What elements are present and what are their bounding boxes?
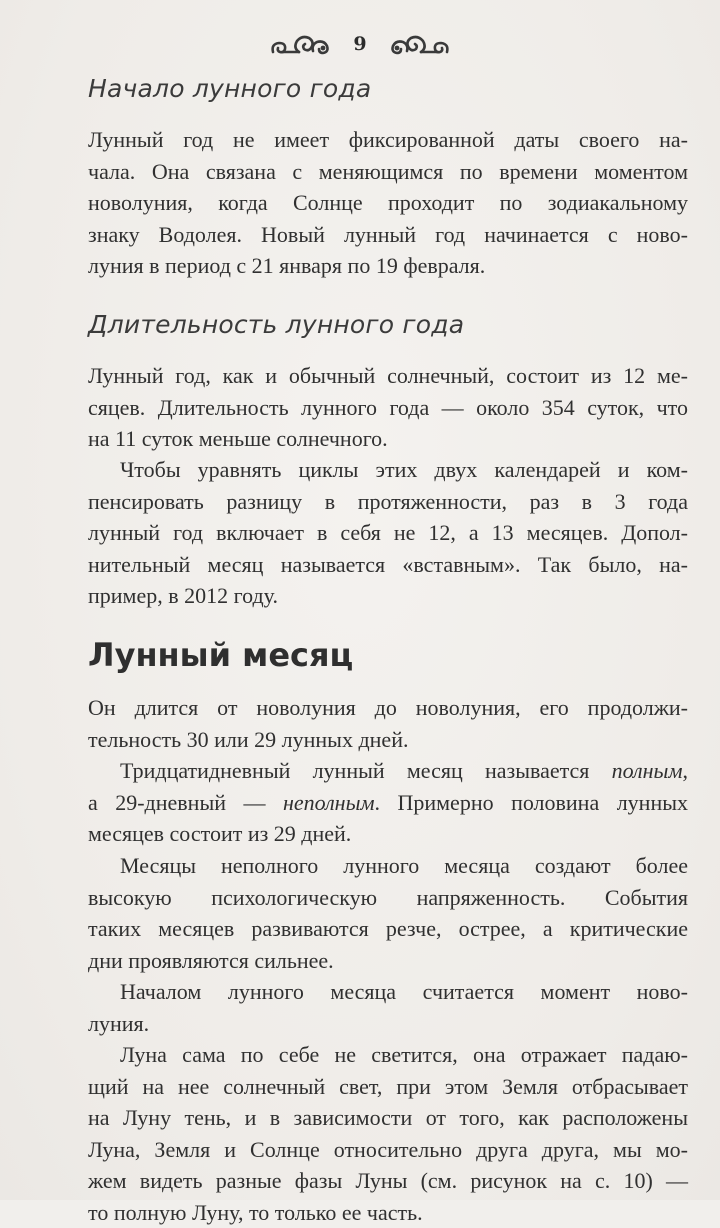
text-line: Чтобы уравнять циклы этих двух календарей и ком- bbox=[88, 454, 688, 486]
text-line: тельность 30 или 29 лунных дней. bbox=[88, 724, 688, 756]
text-line: Лунный год, как и обычный солнечный, состоит из 12 ме- bbox=[88, 360, 688, 392]
paragraph-lunar-year-start bbox=[88, 124, 688, 282]
text-line: Месяцы неполного лунного месяца создают более bbox=[88, 850, 688, 882]
text-line: пенсировать разницу в протяженности, раз в 3 года bbox=[88, 486, 688, 518]
text-segment: , bbox=[683, 758, 689, 783]
text-line: щий на нее солнечный свет, при этом Земля отбрасывает bbox=[88, 1071, 688, 1103]
text-line: лунный год включает в себя не 12, а 13 месяцев. Допол- bbox=[88, 517, 688, 549]
swirl-ornament-right-icon bbox=[385, 32, 451, 56]
text-segment: . Примерно половина лунных bbox=[375, 790, 688, 815]
emphasis-full: полным bbox=[612, 758, 683, 783]
text-line: месяцев состоит из 29 дней. bbox=[88, 818, 688, 850]
paragraph-lunar-month-1 bbox=[88, 692, 688, 755]
paragraph-lunar-month-3 bbox=[88, 850, 688, 976]
page-header bbox=[0, 28, 720, 60]
text-line: знаку Водолея. Новый лунный год начинается с ново- bbox=[88, 219, 688, 251]
text-line bbox=[88, 787, 688, 819]
paragraph-lunar-month-2 bbox=[88, 755, 688, 850]
text-line: Лунный год не имеет фиксированной даты своего на- bbox=[88, 124, 688, 156]
text-line: то полную Луну, то только ее часть. bbox=[88, 1197, 688, 1228]
chapter-heading-lunar-month: Лунный месяц bbox=[88, 636, 353, 674]
text-segment: Тридцатидневный лунный месяц называется bbox=[120, 758, 612, 783]
text-line bbox=[88, 755, 688, 787]
text-line: луния. bbox=[88, 1008, 688, 1040]
page-number: 9 bbox=[353, 33, 366, 55]
text-line: жем видеть разные фазы Луны (см. рисунок на с. 10) — bbox=[88, 1165, 688, 1197]
text-line: луния в период с 21 января по 19 февраля. bbox=[88, 250, 688, 282]
paragraph-lunar-month-4 bbox=[88, 976, 688, 1039]
section-heading-lunar-year-duration: Длительность лунного года bbox=[88, 310, 464, 339]
text-segment: а 29-дневный — bbox=[88, 790, 283, 815]
text-line: дни проявляются сильнее. bbox=[88, 945, 688, 977]
text-line: Луна сама по себе не светится, она отражает падаю- bbox=[88, 1039, 688, 1071]
text-line: нительный месяц называется «вставным». Так было, на- bbox=[88, 549, 688, 581]
text-line: чала. Она связана с меняющимся по времени моментом bbox=[88, 156, 688, 188]
text-line: таких месяцев развиваются резче, острее, а критические bbox=[88, 913, 688, 945]
text-line: высокую психологическую напряженность. События bbox=[88, 882, 688, 914]
section-heading-lunar-year-start: Начало лунного года bbox=[88, 74, 371, 103]
text-line: новолуния, когда Солнце проходит по зодиакальному bbox=[88, 187, 688, 219]
text-line: Он длится от новолуния до новолуния, его продолжи- bbox=[88, 692, 688, 724]
text-line: на 11 суток меньше солнечного. bbox=[88, 423, 688, 455]
swirl-ornament-left-icon bbox=[269, 32, 335, 56]
emphasis-incomplete: неполным bbox=[283, 790, 375, 815]
text-line: пример, в 2012 году. bbox=[88, 580, 688, 612]
text-line: Луна, Земля и Солнце относительно друга друга, мы мо- bbox=[88, 1134, 688, 1166]
text-line: на Луну тень, и в зависимости от того, как расположены bbox=[88, 1102, 688, 1134]
text-line: Началом лунного месяца считается момент ново- bbox=[88, 976, 688, 1008]
paragraph-lunar-year-duration-1 bbox=[88, 360, 688, 455]
text-line: сяцев. Длительность лунного года — около 354 суток, что bbox=[88, 392, 688, 424]
paragraph-lunar-year-duration-2 bbox=[88, 454, 688, 612]
